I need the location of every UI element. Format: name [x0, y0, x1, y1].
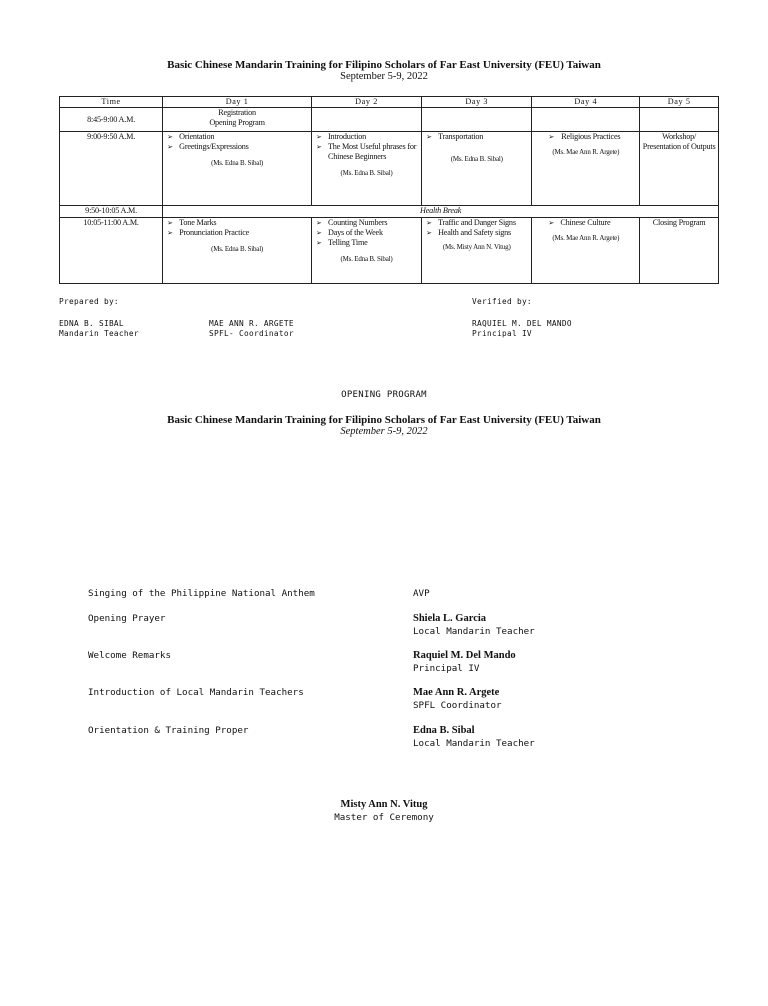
column-header-day3: Day 3: [422, 97, 532, 108]
program-person-block: [413, 686, 502, 712]
day5-cell: Closing Program: [640, 218, 719, 284]
signatory-name: MAE ANN R. ARGETE: [209, 319, 294, 328]
program-person: Shiela L. Garcia: [413, 613, 487, 624]
program-person: Edna B. Sibal: [413, 725, 475, 736]
program-activity: Welcome Remarks: [88, 650, 171, 661]
list-item: ➢ Telling Time: [328, 238, 419, 248]
list-item: ➢ Pronunciation Practice: [179, 228, 309, 238]
prepared-by-label: Prepared by:: [59, 297, 119, 306]
list-item: ➢ Introduction: [328, 132, 419, 142]
signatory-name: RAQUIEL M. DEL MANDO: [472, 319, 572, 328]
table-row: [60, 108, 719, 132]
topic-list: [314, 218, 419, 248]
day1-cell: [163, 218, 312, 284]
emcee-block: [0, 798, 768, 824]
time-cell: 9:00-9:50 A.M.: [60, 132, 163, 206]
program-role: SPFL Coordinator: [413, 700, 502, 711]
program-activity: Introduction of Local Mandarin Teachers: [88, 687, 304, 698]
signatory-block: [472, 319, 572, 339]
list-item: ➢ Orientation: [179, 132, 309, 142]
teacher-label: (Ms. Edna B. Sibal): [450, 155, 503, 163]
day4-cell: [532, 108, 640, 132]
program-role: Local Mandarin Teacher: [413, 738, 535, 749]
emcee-name: Misty Ann N. Vitug: [340, 799, 428, 810]
program-activity: Orientation & Training Proper: [88, 725, 249, 736]
topic-list: [165, 132, 309, 152]
list-item: ➢ Days of the Week: [328, 228, 419, 238]
teacher-label: (Ms. Mae Ann R. Argete): [552, 234, 620, 242]
signatory-role: Mandarin Teacher: [59, 329, 139, 338]
time-cell: 8:45-9:00 A.M.: [60, 108, 163, 132]
list-item: ➢ Religious Practices: [560, 132, 621, 142]
list-item: ➢ The Most Useful phrases for Chinese Beginners: [328, 142, 419, 162]
day3-cell: [422, 218, 532, 284]
list-item: ➢ Counting Numbers: [328, 218, 419, 228]
program-person: AVP: [413, 588, 430, 599]
list-item: ➢ Transportation: [438, 132, 529, 142]
teacher-label: (Ms. Edna B. Sibal): [340, 255, 393, 263]
teacher-label: (Ms. Misty Ann N. Vitug): [442, 243, 511, 251]
signatory-role: SPFL- Coordinator: [209, 329, 294, 338]
teacher-label: (Ms. Edna B. Sibal): [211, 159, 264, 167]
teacher-label: (Ms. Mae Ann R. Argete): [552, 148, 620, 156]
day2-cell: [311, 218, 421, 284]
cell-text: Opening Program: [209, 118, 265, 127]
program-person-block: [413, 612, 535, 638]
day2-cell: [311, 108, 421, 132]
topic-list: [534, 132, 637, 142]
time-cell: 10:05-11:00 A.M.: [60, 218, 163, 284]
program-activity: Opening Prayer: [88, 613, 166, 624]
column-header-day1: Day 1: [163, 97, 312, 108]
list-item: ➢ Tone Marks: [179, 218, 309, 228]
table-header-row: [60, 97, 719, 108]
topic-list: [424, 132, 529, 142]
program-person: Mae Ann R. Argete: [413, 687, 500, 698]
table-row: [60, 206, 719, 218]
day4-cell: [532, 132, 640, 206]
list-item: ➢ Health and Safety signs: [438, 228, 529, 238]
list-item: ➢ Traffic and Danger Signs: [438, 218, 529, 228]
signatory-block: [209, 319, 294, 339]
day4-cell: [532, 218, 640, 284]
signatory-block: [59, 319, 139, 339]
column-header-day5: Day 5: [640, 97, 719, 108]
topic-list: [424, 218, 529, 238]
time-cell: 9:50-10:05 A.M.: [60, 206, 163, 218]
topic-list: [165, 218, 309, 238]
opening-program-date: September 5-9, 2022: [340, 426, 428, 437]
column-header-time: Time: [60, 97, 163, 108]
health-break-cell: Health Break: [163, 206, 719, 218]
day5-cell: Workshop/ Presentation of Outputs: [640, 132, 719, 206]
document-title: Basic Chinese Mandarin Training for Filipino Scholars of Far East University (FEU) Taiwan: [167, 59, 601, 71]
signatory-name: EDNA B. SIBAL: [59, 319, 124, 328]
day1-cell: [163, 108, 312, 132]
list-item: ➢ Chinese Culture: [560, 218, 637, 228]
verified-by-label: Verified by:: [472, 297, 532, 306]
program-person-block: [413, 724, 535, 750]
cell-text: Registration: [218, 108, 256, 117]
teacher-label: (Ms. Edna B. Sibal): [340, 169, 393, 177]
program-person-block: [413, 649, 516, 675]
program-role: Principal IV: [413, 663, 480, 674]
document-date: September 5-9, 2022: [340, 71, 428, 82]
teacher-label: (Ms. Edna B. Sibal): [211, 245, 264, 253]
column-header-day2: Day 2: [311, 97, 421, 108]
topic-list: [534, 218, 637, 228]
column-header-day4: Day 4: [532, 97, 640, 108]
opening-program-title: Basic Chinese Mandarin Training for Filipino Scholars of Far East University (FEU) Taiwan: [167, 414, 601, 426]
program-role: Local Mandarin Teacher: [413, 626, 535, 637]
program-activity: Singing of the Philippine National Anthem: [88, 588, 315, 599]
emcee-role: Master of Ceremony: [334, 812, 434, 823]
list-item: ➢ Greetings/Expressions: [179, 142, 309, 152]
schedule-table: [59, 96, 719, 284]
day3-cell: [422, 132, 532, 206]
day3-cell: [422, 108, 532, 132]
signatory-role: Principal IV: [472, 329, 532, 338]
table-row: [60, 218, 719, 284]
program-person: Raquiel M. Del Mando: [413, 650, 516, 661]
day5-cell: [640, 108, 719, 132]
day1-cell: [163, 132, 312, 206]
table-row: [60, 132, 719, 206]
topic-list: [314, 132, 419, 162]
day2-cell: [311, 132, 421, 206]
opening-program-heading: OPENING PROGRAM: [341, 390, 427, 400]
